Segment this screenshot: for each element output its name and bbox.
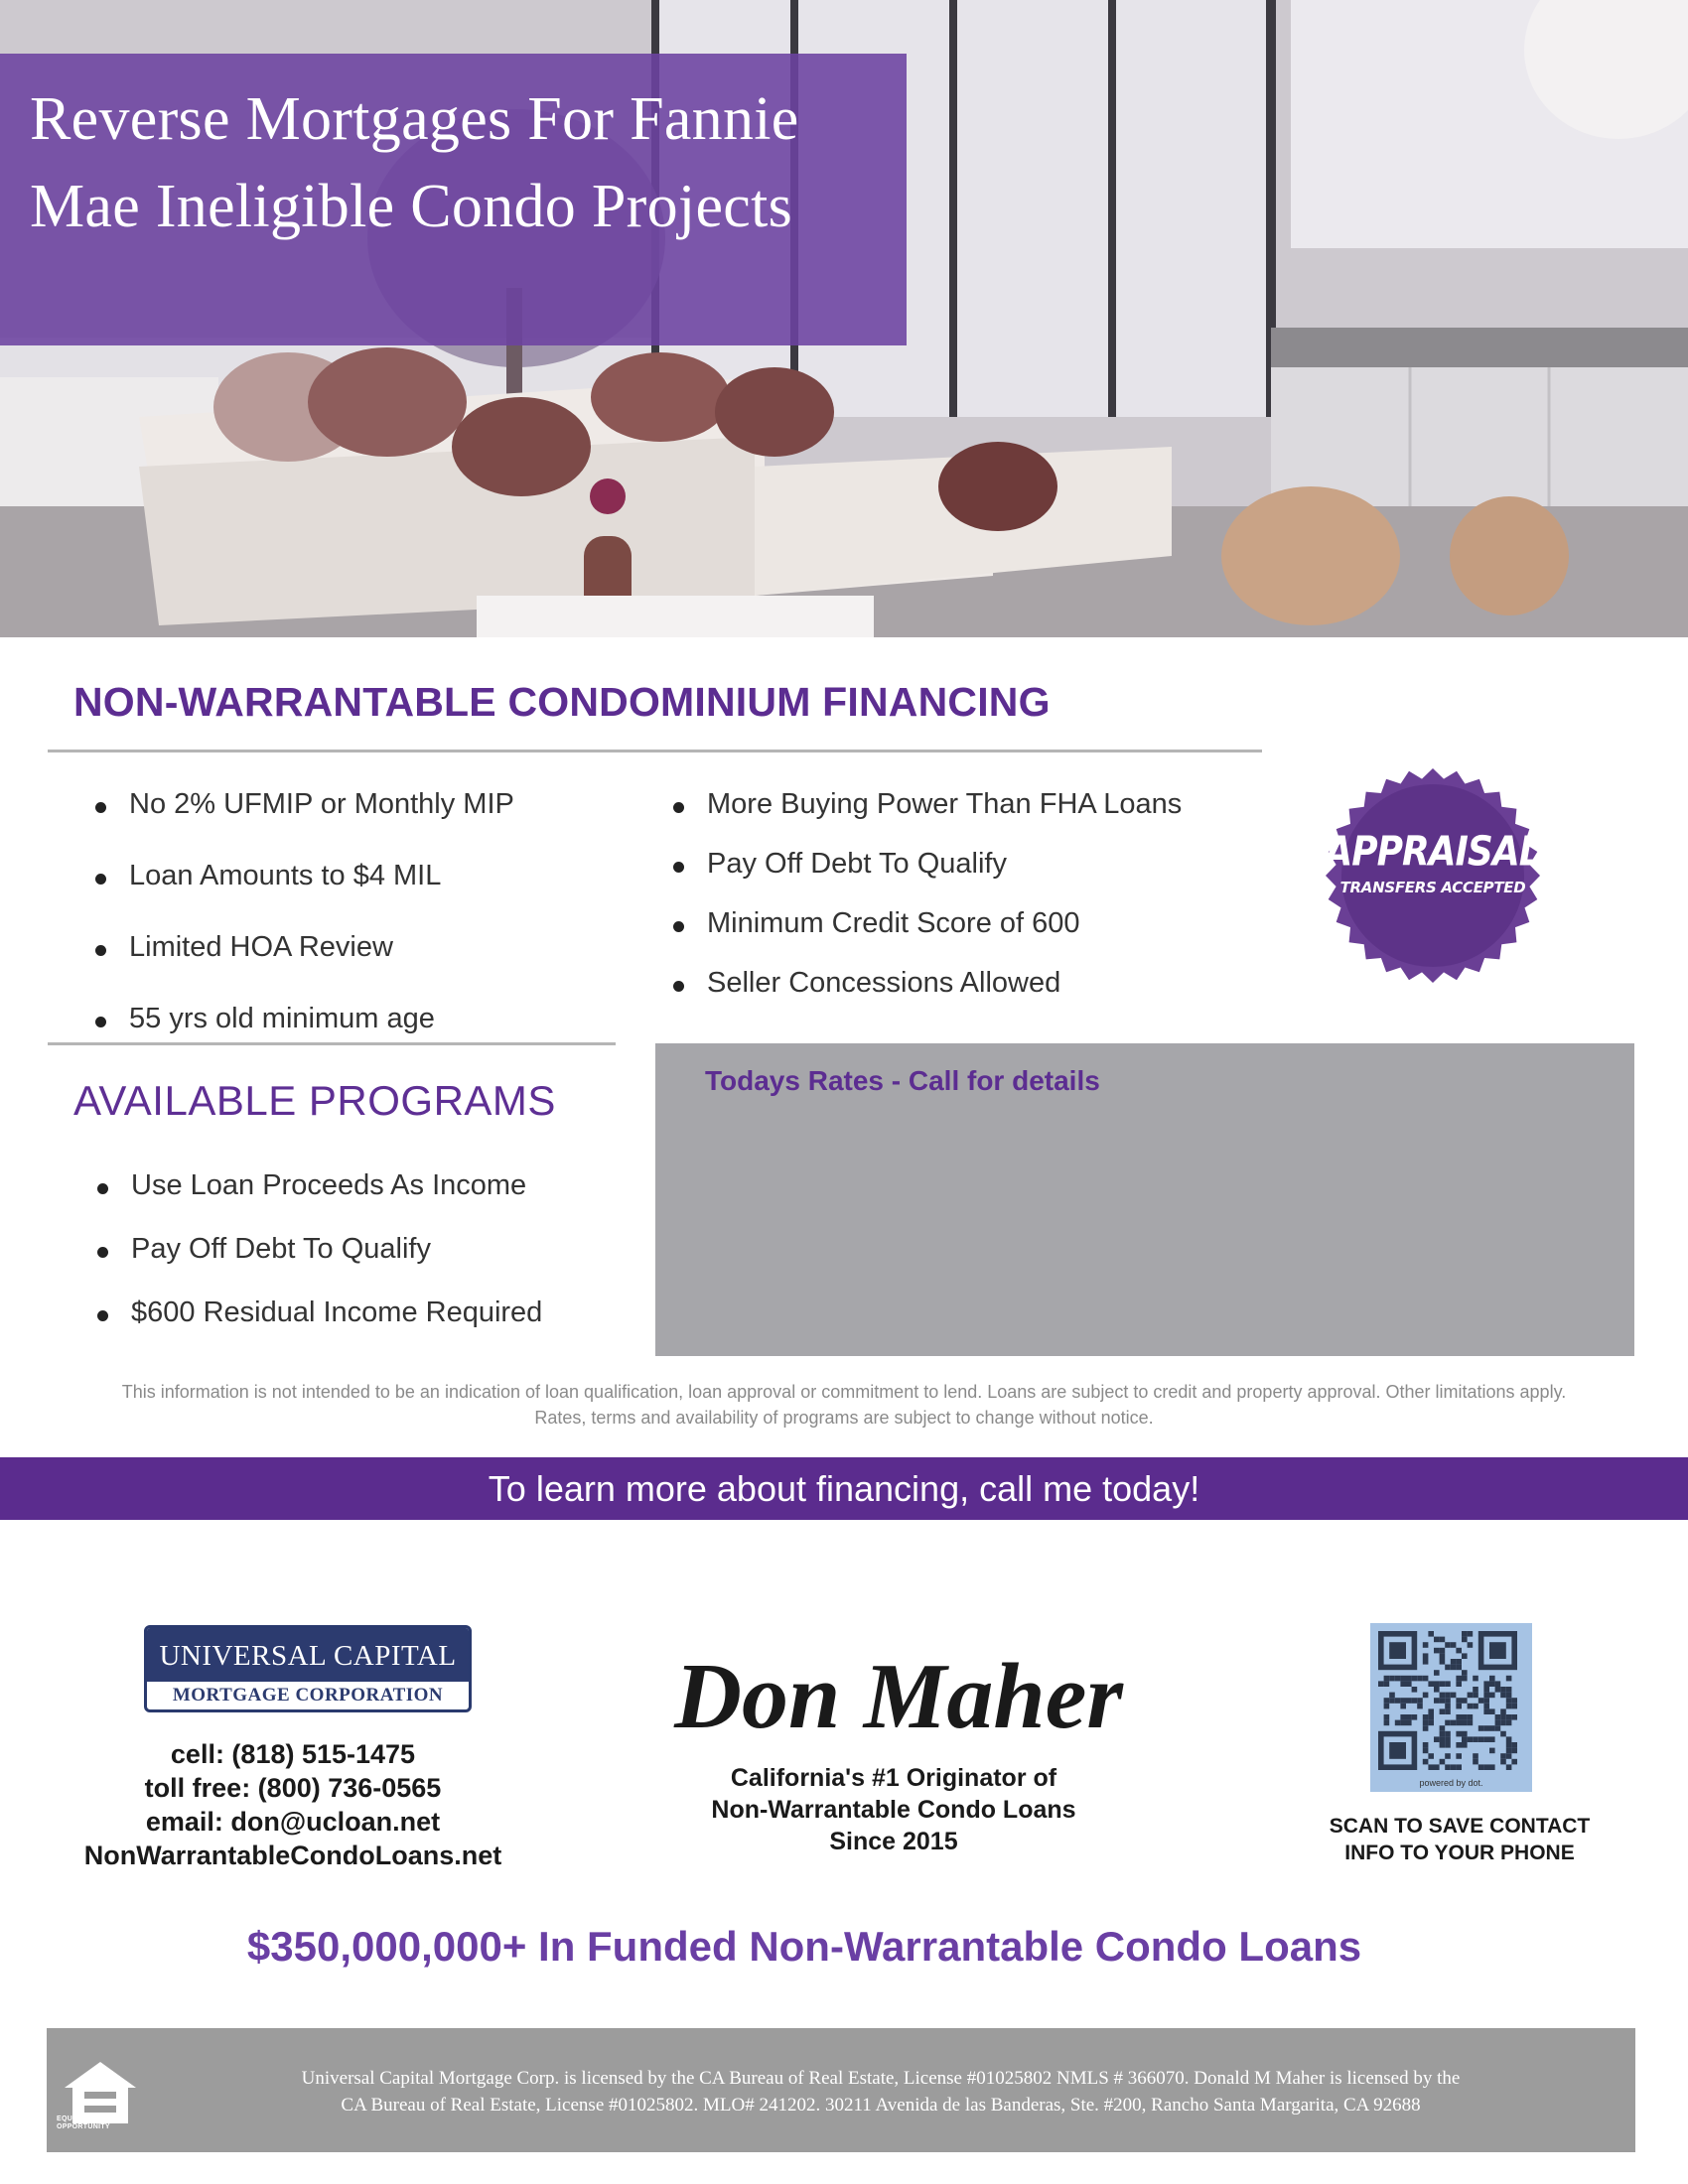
list-item: Use Loan Proceeds As Income bbox=[85, 1169, 542, 1233]
list-item: Seller Concessions Allowed bbox=[661, 967, 1182, 1026]
list-item: $600 Residual Income Required bbox=[85, 1297, 542, 1360]
financing-heading: NON-WARRANTABLE CONDOMINIUM FINANCING bbox=[73, 679, 1051, 725]
cta-bar: To learn more about financing, call me today! bbox=[0, 1457, 1688, 1520]
qr-code[interactable] bbox=[1370, 1623, 1532, 1792]
list-item: No 2% UFMIP or Monthly MIP bbox=[83, 788, 514, 860]
divider bbox=[48, 750, 1262, 752]
list-item: 55 yrs old minimum age bbox=[83, 1003, 514, 1074]
hero-title-line-1: Reverse Mortgages For Fannie bbox=[30, 85, 799, 153]
hero-title bbox=[30, 75, 877, 250]
appraisal-badge bbox=[1324, 828, 1542, 896]
disclaimer-line-1: This information is not intended to be an indication of loan qualification, loan approval or commitment to lend. Loans are subject to credit and property approval. Other limitations apply. bbox=[121, 1382, 1567, 1402]
rates-box bbox=[655, 1043, 1634, 1356]
hero-title-line-2: Mae Ineligible Condo Projects bbox=[30, 173, 793, 240]
programs-list bbox=[85, 1169, 542, 1360]
list-item: Loan Amounts to $4 MIL bbox=[83, 860, 514, 931]
qr-caption-line-1: SCAN TO SAVE CONTACT bbox=[1329, 1815, 1591, 1838]
company-logo bbox=[144, 1625, 472, 1712]
qr-powered-by: powered by dot. bbox=[1419, 1778, 1483, 1788]
list-item: Pay Off Debt To Qualify bbox=[85, 1233, 542, 1297]
qr-caption bbox=[1291, 1813, 1628, 1866]
badge-line-2: TRANSFERS ACCEPTED bbox=[1339, 879, 1526, 896]
qr-code-icon bbox=[1378, 1631, 1524, 1770]
badge-line-1: APPRAISAL bbox=[1325, 828, 1541, 877]
list-item: Limited HOA Review bbox=[83, 931, 514, 1003]
license-line-1: Universal Capital Mortgage Corp. is licensed by the CA Bureau of Real Estate, License #01025802 NMLS # 366070. Donald M Maher is licensed by the bbox=[301, 2068, 1461, 2089]
tagline-line-1: California's #1 Originator of bbox=[730, 1764, 1057, 1792]
disclaimer bbox=[79, 1379, 1609, 1431]
hero-title-box bbox=[0, 54, 907, 345]
programs-heading: AVAILABLE PROGRAMS bbox=[73, 1077, 556, 1124]
equal-housing-label-line-1: EQUAL HOUSING bbox=[57, 2116, 119, 2122]
toll-free-phone[interactable]: toll free: (800) 736-0565 bbox=[144, 1773, 442, 1803]
contact-details bbox=[40, 1737, 546, 1872]
equal-housing-label bbox=[57, 2116, 146, 2131]
financing-list-left bbox=[83, 788, 514, 1074]
tagline-line-3: Since 2015 bbox=[829, 1828, 958, 1855]
logo-line-1: UNIVERSAL CAPITAL bbox=[147, 1628, 469, 1682]
disclaimer-line-2: Rates, terms and availability of programs are subject to change without notice. bbox=[534, 1408, 1154, 1428]
license-line-2: CA Bureau of Real Estate, License #01025802. MLO# 241202. 30211 Avenida de las Banderas, Ste. #200, Rancho Santa Margarita, CA 92688 bbox=[341, 2095, 1421, 2116]
list-item: Minimum Credit Score of 600 bbox=[661, 907, 1182, 967]
hero-photo bbox=[0, 0, 1688, 637]
tagline-line-2: Non-Warrantable Condo Loans bbox=[711, 1796, 1076, 1824]
agent-tagline bbox=[635, 1762, 1152, 1857]
logo-line-2: MORTGAGE CORPORATION bbox=[172, 1685, 444, 1706]
divider bbox=[48, 1042, 616, 1045]
email-link[interactable]: email: don@ucloan.net bbox=[145, 1807, 441, 1837]
funded-headline: $350,000,000+ In Funded Non-Warrantable Condo Loans bbox=[246, 1923, 1362, 1970]
equal-housing-label-line-2: OPPORTUNITY bbox=[57, 2123, 110, 2130]
cell-phone[interactable]: cell: (818) 515-1475 bbox=[170, 1739, 416, 1769]
list-item: More Buying Power Than FHA Loans bbox=[661, 788, 1182, 848]
qr-caption-line-2: INFO TO YOUR PHONE bbox=[1344, 1842, 1575, 1864]
financing-list-right bbox=[661, 788, 1182, 1026]
rates-title: Todays Rates - Call for details bbox=[705, 1065, 1100, 1096]
agent-name: Don Maher bbox=[674, 1645, 1123, 1748]
footer bbox=[47, 2028, 1635, 2152]
license-text bbox=[176, 2065, 1586, 2118]
list-item: Pay Off Debt To Qualify bbox=[661, 848, 1182, 907]
website-link[interactable]: NonWarrantableCondoLoans.net bbox=[83, 1841, 502, 1870]
